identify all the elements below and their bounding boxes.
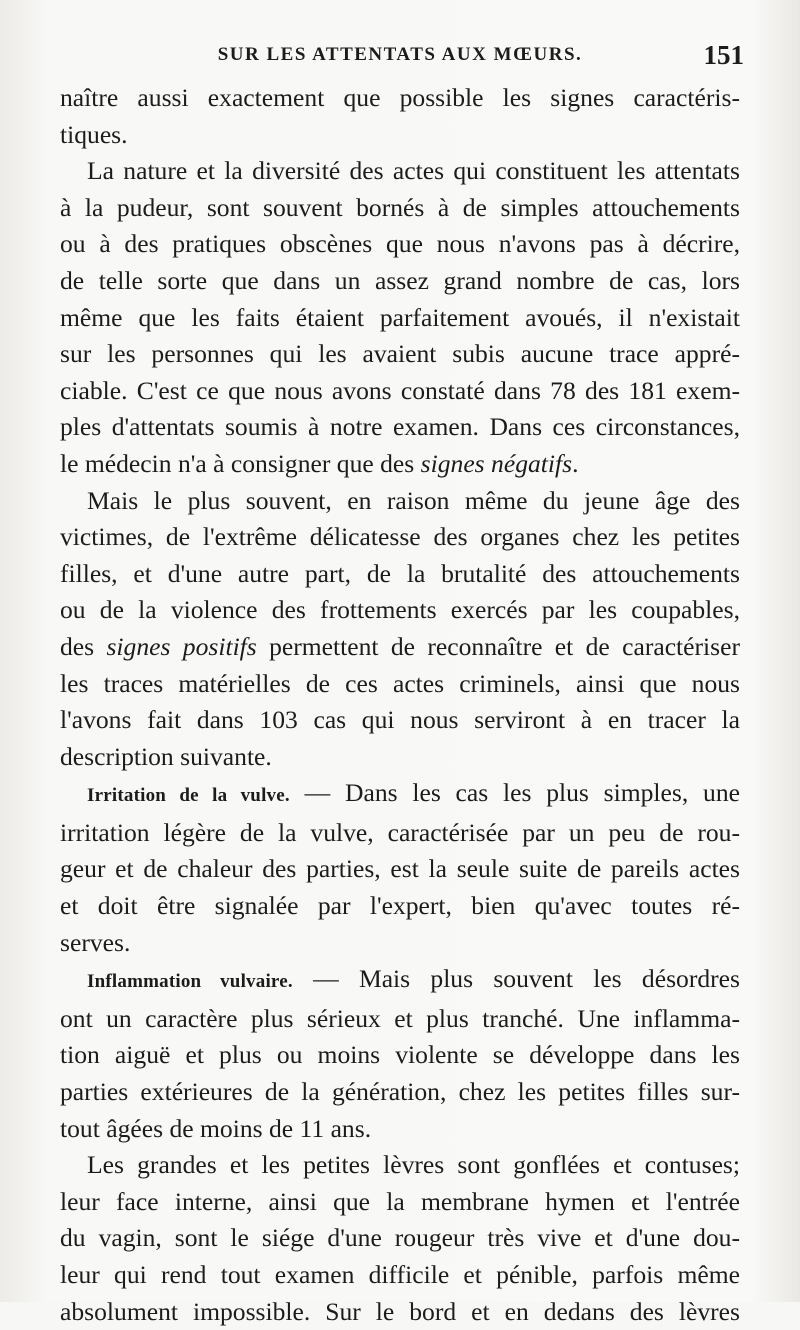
text-line: [60, 888, 740, 925]
text-run: irritation légère de la vulve, caractérisée par un peu de rou-: [60, 817, 740, 847]
text-run: parties extérieures de la génération, chez les petites filles sur-: [60, 1077, 740, 1107]
text-run: — Mais plus souvent les désordres: [292, 964, 740, 994]
text-run: ples d'attentats soumis à notre examen. Dans ces circonstances,: [60, 412, 740, 442]
text-line: [60, 1111, 740, 1148]
text-run: filles, et d'une autre part, de la brutalité des attouchements: [60, 558, 740, 588]
text-run: leur qui rend tout examen difficile et pénible, parfois même: [60, 1260, 740, 1289]
text-line: [60, 373, 740, 410]
text-run: serves.: [60, 927, 131, 957]
text-run: .: [572, 448, 579, 478]
page-number: 151: [703, 40, 744, 70]
text-line: [60, 446, 740, 483]
text-line: [60, 556, 740, 593]
text-run: permettent de reconnaître et de caractériser: [256, 631, 741, 661]
text-line: [60, 815, 740, 852]
text-line: [60, 1037, 740, 1074]
text-line: [60, 629, 740, 666]
text-run: — Dans les cas les plus simples, une: [289, 778, 740, 808]
text-run: et doit être signalée par l'expert, bien qu'avec toutes ré-: [60, 891, 740, 921]
text-run: ciable. C'est ce que nous avons constaté dans 78 des 181 exem-: [60, 375, 740, 405]
text-run: tion aiguë et plus ou moins violente se développe dans les: [60, 1040, 740, 1070]
text-line: [60, 739, 740, 776]
text-line: [60, 263, 740, 300]
text-line: [60, 1257, 740, 1294]
text-line: [60, 226, 740, 263]
italic-term: signes positifs: [106, 631, 257, 661]
text-line: [60, 1001, 740, 1038]
text-run: à la pudeur, sont souvent bornés à de simples attouchements: [60, 192, 740, 222]
body-text: [60, 80, 740, 1330]
text-run: ont un caractère plus sérieux et plus tranché. Une inflamma-: [60, 1003, 740, 1033]
text-line: [60, 1147, 740, 1184]
text-line: [60, 925, 740, 962]
text-line: [60, 1220, 740, 1257]
text-line: [60, 153, 740, 190]
text-run: même que les faits étaient parfaitement avoués, il n'existait: [60, 302, 740, 332]
text-run: leur face interne, ainsi que la membrane hymen et l'entrée: [60, 1186, 740, 1216]
text-run: de telle sorte que dans un assez grand nombre de cas, lors: [60, 265, 740, 295]
text-run: description suivante.: [60, 741, 272, 771]
page-header: [60, 40, 744, 80]
text-line: [60, 190, 740, 227]
text-line: [60, 1184, 740, 1221]
text-line: [60, 483, 740, 520]
text-line: [60, 519, 740, 556]
text-line: [60, 961, 740, 1001]
text-run: ou de la violence des frottements exercés par les coupables,: [60, 595, 740, 625]
text-run: naître aussi exactement que possible les signes caractéris-: [60, 83, 740, 112]
text-run: les traces matérielles de ces actes criminels, ainsi que nous: [60, 668, 740, 698]
text-run: geur et de chaleur des parties, est la seule suite de pareils actes: [60, 854, 740, 884]
text-run: sur les personnes qui les avaient subis aucune trace appré-: [60, 339, 740, 369]
text-line: [60, 775, 740, 815]
text-line: [60, 117, 740, 154]
italic-term: signes négatifs: [420, 448, 573, 478]
text-line: [60, 409, 740, 446]
text-run: Les grandes et les petites lèvres sont gonflées et contuses;: [87, 1150, 740, 1180]
text-run: des: [60, 631, 107, 661]
text-line: [60, 666, 740, 703]
text-line: [60, 592, 740, 629]
text-run: ou à des pratiques obscènes que nous n'avons pas à décrire,: [60, 229, 740, 259]
text-line: [60, 1074, 740, 1111]
text-line: [60, 80, 740, 117]
text-line: [60, 851, 740, 888]
text-line: [60, 702, 740, 739]
text-run: absolument impossible. Sur le bord et en dedans des lèvres: [60, 1296, 740, 1326]
text-run: tiques.: [60, 119, 128, 149]
text-line: [60, 1294, 740, 1330]
running-head: SUR LES ATTENTATS AUX MŒURS.: [217, 44, 583, 65]
text-run: tout âgées de moins de 11 ans.: [60, 1113, 372, 1143]
section-run-in-heading: Irritation de la vulve.: [87, 785, 290, 807]
section-run-in-heading: Inflammation vulvaire.: [87, 971, 293, 993]
text-run: le médecin n'a à consigner que des: [60, 448, 421, 478]
text-run: La nature et la diversité des actes qui constituent les attentats: [87, 156, 740, 186]
text-run: l'avons fait dans 103 cas qui nous serviront à en tracer la: [60, 705, 740, 735]
text-run: du vagin, sont le siége d'une rougeur très vive et d'une dou-: [60, 1223, 740, 1253]
text-line: [60, 336, 740, 373]
text-run: victimes, de l'extrême délicatesse des organes chez les petites: [60, 522, 740, 552]
text-run: Mais le plus souvent, en raison même du jeune âge des: [87, 485, 740, 515]
text-line: [60, 300, 740, 337]
